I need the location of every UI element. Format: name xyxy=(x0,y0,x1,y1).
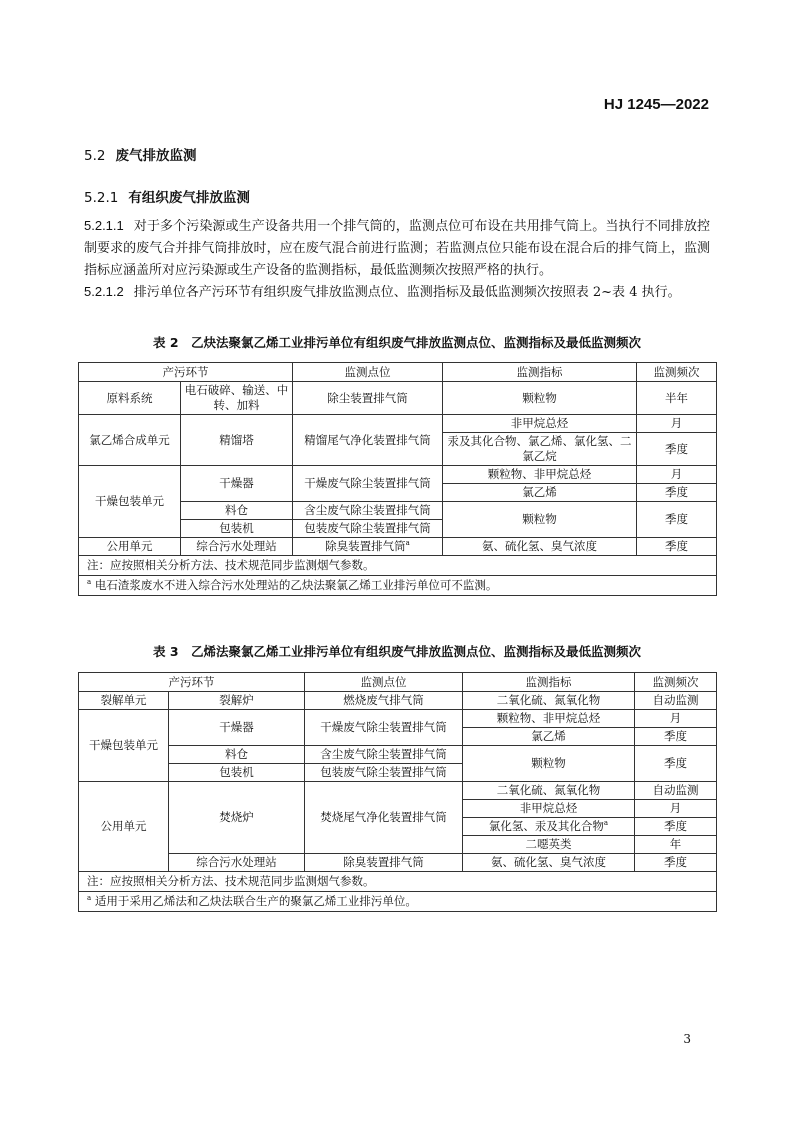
cell-index: 氯乙烯 xyxy=(443,484,637,502)
table-footnote-row xyxy=(79,892,717,912)
cell-process: 包装机 xyxy=(181,520,293,538)
table-row xyxy=(79,854,717,872)
table-row xyxy=(79,538,717,556)
table-2-caption: 表 2 乙炔法聚氯乙烯工业排污单位有组织废气排放监测点位、监测指标及最低监测频次 xyxy=(152,335,642,350)
cell-index: 汞及其化合物、氯乙烯、氯化氢、二氯乙烷 xyxy=(443,433,637,466)
cell-point: 除臭装置排气筒 xyxy=(305,854,463,872)
paragraph-5-2-1-2 xyxy=(84,281,710,304)
cell-frequency: 自动监测 xyxy=(635,692,717,710)
document-code: HJ 1245—2022 xyxy=(603,96,709,113)
table-row xyxy=(79,466,717,484)
cell-index: 二氧化硫、氮氧化物 xyxy=(463,782,635,800)
cell-process: 精馏塔 xyxy=(181,415,293,466)
cell-point: 精馏尾气净化装置排气筒 xyxy=(293,415,443,466)
cell-process: 综合污水处理站 xyxy=(169,854,305,872)
header-point: 监测点位 xyxy=(305,673,463,692)
table-footnote-row xyxy=(79,576,717,596)
cell-process: 电石破碎、输送、中转、加料 xyxy=(181,382,293,415)
cell-process: 料仓 xyxy=(181,502,293,520)
cell-point: 燃烧废气排气筒 xyxy=(305,692,463,710)
table-note-row xyxy=(79,556,717,576)
cell-index: 颗粒物、非甲烷总烃 xyxy=(463,710,635,728)
cell-unit: 干燥包装单元 xyxy=(79,466,181,538)
table-footnote xyxy=(79,576,717,596)
cell-index: 氨、硫化氢、臭气浓度 xyxy=(463,854,635,872)
paragraph-number: 5.2.1.2 xyxy=(84,284,124,299)
cell-process: 包装机 xyxy=(169,764,305,782)
header-point: 监测点位 xyxy=(293,363,443,382)
cell-point: 干燥废气除尘装置排气筒 xyxy=(305,710,463,746)
paragraph-number: 5.2.1.1 xyxy=(84,218,124,233)
footnote-text: 适用于采用乙烯法和乙炔法联合生产的聚氯乙烯工业排污单位。 xyxy=(94,894,417,908)
section-heading xyxy=(84,144,196,164)
table-row xyxy=(79,382,717,415)
cell-index: 颗粒物、非甲烷总烃 xyxy=(443,466,637,484)
cell-unit: 原料系统 xyxy=(79,382,181,415)
table-row xyxy=(79,710,717,728)
cell-index: 非甲烷总烃 xyxy=(443,415,637,433)
cell-unit: 裂解单元 xyxy=(79,692,169,710)
cell-process: 综合污水处理站 xyxy=(181,538,293,556)
cell-frequency: 季度 xyxy=(635,746,717,782)
table-row xyxy=(79,782,717,800)
cell-index: 氯乙烯 xyxy=(463,728,635,746)
cell-frequency: 月 xyxy=(637,466,717,484)
header-source: 产污环节 xyxy=(79,673,305,692)
table-3 xyxy=(78,672,717,912)
cell-frequency: 年 xyxy=(635,836,717,854)
subsection-title: 有组织废气排放监测 xyxy=(128,190,250,206)
header-index: 监测指标 xyxy=(443,363,637,382)
table-header-row xyxy=(79,363,717,382)
cell-index: 氨、硫化氢、臭气浓度 xyxy=(443,538,637,556)
cell-frequency: 季度 xyxy=(635,854,717,872)
footnote-mark: a xyxy=(87,894,92,903)
header-frequency: 监测频次 xyxy=(637,363,717,382)
page-number: 3 xyxy=(683,1032,691,1046)
subsection-heading xyxy=(84,186,250,206)
paragraph-5-2-1-1 xyxy=(84,215,710,282)
cell-frequency: 季度 xyxy=(637,484,717,502)
header-frequency: 监测频次 xyxy=(635,673,717,692)
cell-process: 干燥器 xyxy=(169,710,305,746)
table-header-row xyxy=(79,673,717,692)
cell-index: 颗粒物 xyxy=(443,502,637,538)
cell-frequency: 月 xyxy=(635,800,717,818)
footnote-mark: a xyxy=(603,819,609,828)
cell-unit: 公用单元 xyxy=(79,782,169,872)
header-source: 产污环节 xyxy=(79,363,293,382)
table-note-row xyxy=(79,872,717,892)
header-index: 监测指标 xyxy=(463,673,635,692)
cell-process: 焚烧炉 xyxy=(169,782,305,854)
table-3-caption: 表 3 乙烯法聚氯乙烯工业排污单位有组织废气排放监测点位、监测指标及最低监测频次 xyxy=(152,644,642,659)
cell-index: 二噁英类 xyxy=(463,836,635,854)
section-title: 废气排放监测 xyxy=(115,148,197,164)
paragraph-text: 排污单位各产污环节有组织废气排放监测点位、监测指标及最低监测频次按照表 2~表 4 执行。 xyxy=(133,285,681,300)
table-2 xyxy=(78,362,717,596)
table-footnote xyxy=(79,892,717,912)
section-number: 5.2 xyxy=(84,148,106,164)
cell-point: 包装废气除尘装置排气筒 xyxy=(293,520,443,538)
cell-unit: 氯乙烯合成单元 xyxy=(79,415,181,466)
cell-process: 料仓 xyxy=(169,746,305,764)
table-note: 注：应按照相关分析方法、技术规范同步监测烟气参数。 xyxy=(79,556,717,576)
cell-frequency: 季度 xyxy=(635,818,717,836)
cell-point: 含尘废气除尘装置排气筒 xyxy=(293,502,443,520)
cell-frequency: 季度 xyxy=(637,538,717,556)
cell-frequency: 半年 xyxy=(637,382,717,415)
subsection-number: 5.2.1 xyxy=(84,190,119,206)
cell-frequency: 季度 xyxy=(637,502,717,538)
footnote-mark: a xyxy=(87,578,92,587)
cell-index: 非甲烷总烃 xyxy=(463,800,635,818)
cell-unit: 公用单元 xyxy=(79,538,181,556)
cell-frequency: 自动监测 xyxy=(635,782,717,800)
cell-point: 含尘废气除尘装置排气筒 xyxy=(305,746,463,764)
cell-point xyxy=(293,538,443,556)
table-row xyxy=(79,746,717,764)
footnote-text: 电石渣浆废水不进入综合污水处理站的乙炔法聚氯乙烯工业排污单位可不监测。 xyxy=(94,578,498,592)
table-row xyxy=(79,692,717,710)
cell-process: 干燥器 xyxy=(181,466,293,502)
cell-index: 颗粒物 xyxy=(463,746,635,782)
cell-index: 颗粒物 xyxy=(443,382,637,415)
table-note: 注：应按照相关分析方法、技术规范同步监测烟气参数。 xyxy=(79,872,717,892)
index-text: 氯化氢、汞及其化合物 xyxy=(488,819,604,833)
cell-frequency: 季度 xyxy=(635,728,717,746)
table-row xyxy=(79,415,717,433)
cell-point: 干燥废气除尘装置排气筒 xyxy=(293,466,443,502)
paragraph-text: 对于多个污染源或生产设备共用一个排气筒的，监测点位可布设在共用排气筒上。当执行不同排放控制要求的废气合并排气筒排放时，应在废气混合前进行监测；若监测点位只能布设在混合后的排气筒上，监测指标应涵盖所对应污染源或生产设备的监测指标，最低监测频次按照严格的执行。 xyxy=(84,219,710,278)
cell-frequency: 月 xyxy=(635,710,717,728)
cell-unit: 干燥包装单元 xyxy=(79,710,169,782)
cell-index xyxy=(463,818,635,836)
cell-index: 二氧化硫、氮氧化物 xyxy=(463,692,635,710)
cell-frequency: 季度 xyxy=(637,433,717,466)
point-text: 除臭装置排气筒 xyxy=(325,539,406,553)
footnote-mark: a xyxy=(405,539,410,548)
cell-point: 焚烧尾气净化装置排气筒 xyxy=(305,782,463,854)
cell-point: 除尘装置排气筒 xyxy=(293,382,443,415)
cell-frequency: 月 xyxy=(637,415,717,433)
cell-process: 裂解炉 xyxy=(169,692,305,710)
cell-point: 包装废气除尘装置排气筒 xyxy=(305,764,463,782)
